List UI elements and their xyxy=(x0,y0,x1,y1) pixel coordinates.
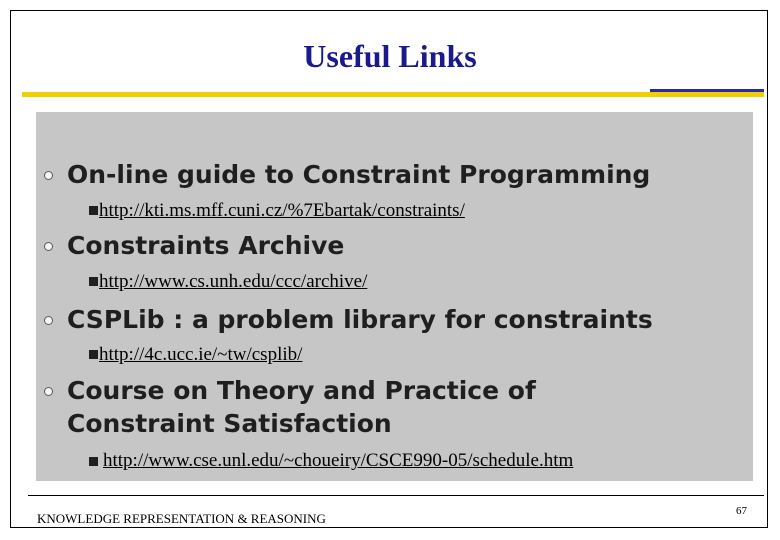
square-bullet-icon xyxy=(89,206,98,215)
link-3[interactable]: http://4c.ucc.ie/~tw/csplib/ xyxy=(99,344,303,365)
bullet-heading-4-line-1: Course on Theory and Practice of xyxy=(67,376,536,405)
link-4[interactable]: http://www.cse.unl.edu/~choueiry/CSCE990-05/schedule.htm xyxy=(103,450,574,471)
footer-text: KNOWLEDGE REPRESENTATION & REASONING xyxy=(37,511,326,526)
circle-bullet-icon xyxy=(44,242,53,251)
link-1[interactable]: http://kti.ms.mff.cuni.cz/%7Ebartak/constraints/ xyxy=(99,200,465,221)
bullet-heading-3: CSPLib : a problem library for constraints xyxy=(67,305,653,334)
content-panel xyxy=(36,112,753,481)
circle-bullet-icon xyxy=(44,171,53,180)
page-number: 67 xyxy=(736,505,747,517)
square-bullet-icon xyxy=(89,457,98,466)
circle-bullet-icon xyxy=(44,316,53,325)
bullet-heading-4-line-2: Constraint Satisfaction xyxy=(67,409,392,438)
slide-title: Useful Links xyxy=(303,38,477,74)
square-bullet-icon xyxy=(89,277,98,286)
bullet-heading-2: Constraints Archive xyxy=(67,231,345,260)
link-2[interactable]: http://www.cs.unh.edu/ccc/archive/ xyxy=(99,271,368,292)
title-rule-yellow xyxy=(22,92,764,97)
square-bullet-icon xyxy=(89,350,98,359)
bullet-heading-1: On-line guide to Constraint Programming xyxy=(67,160,651,189)
footer-rule-right xyxy=(388,495,764,496)
footer-rule-left xyxy=(28,495,388,496)
circle-bullet-icon xyxy=(44,387,53,396)
